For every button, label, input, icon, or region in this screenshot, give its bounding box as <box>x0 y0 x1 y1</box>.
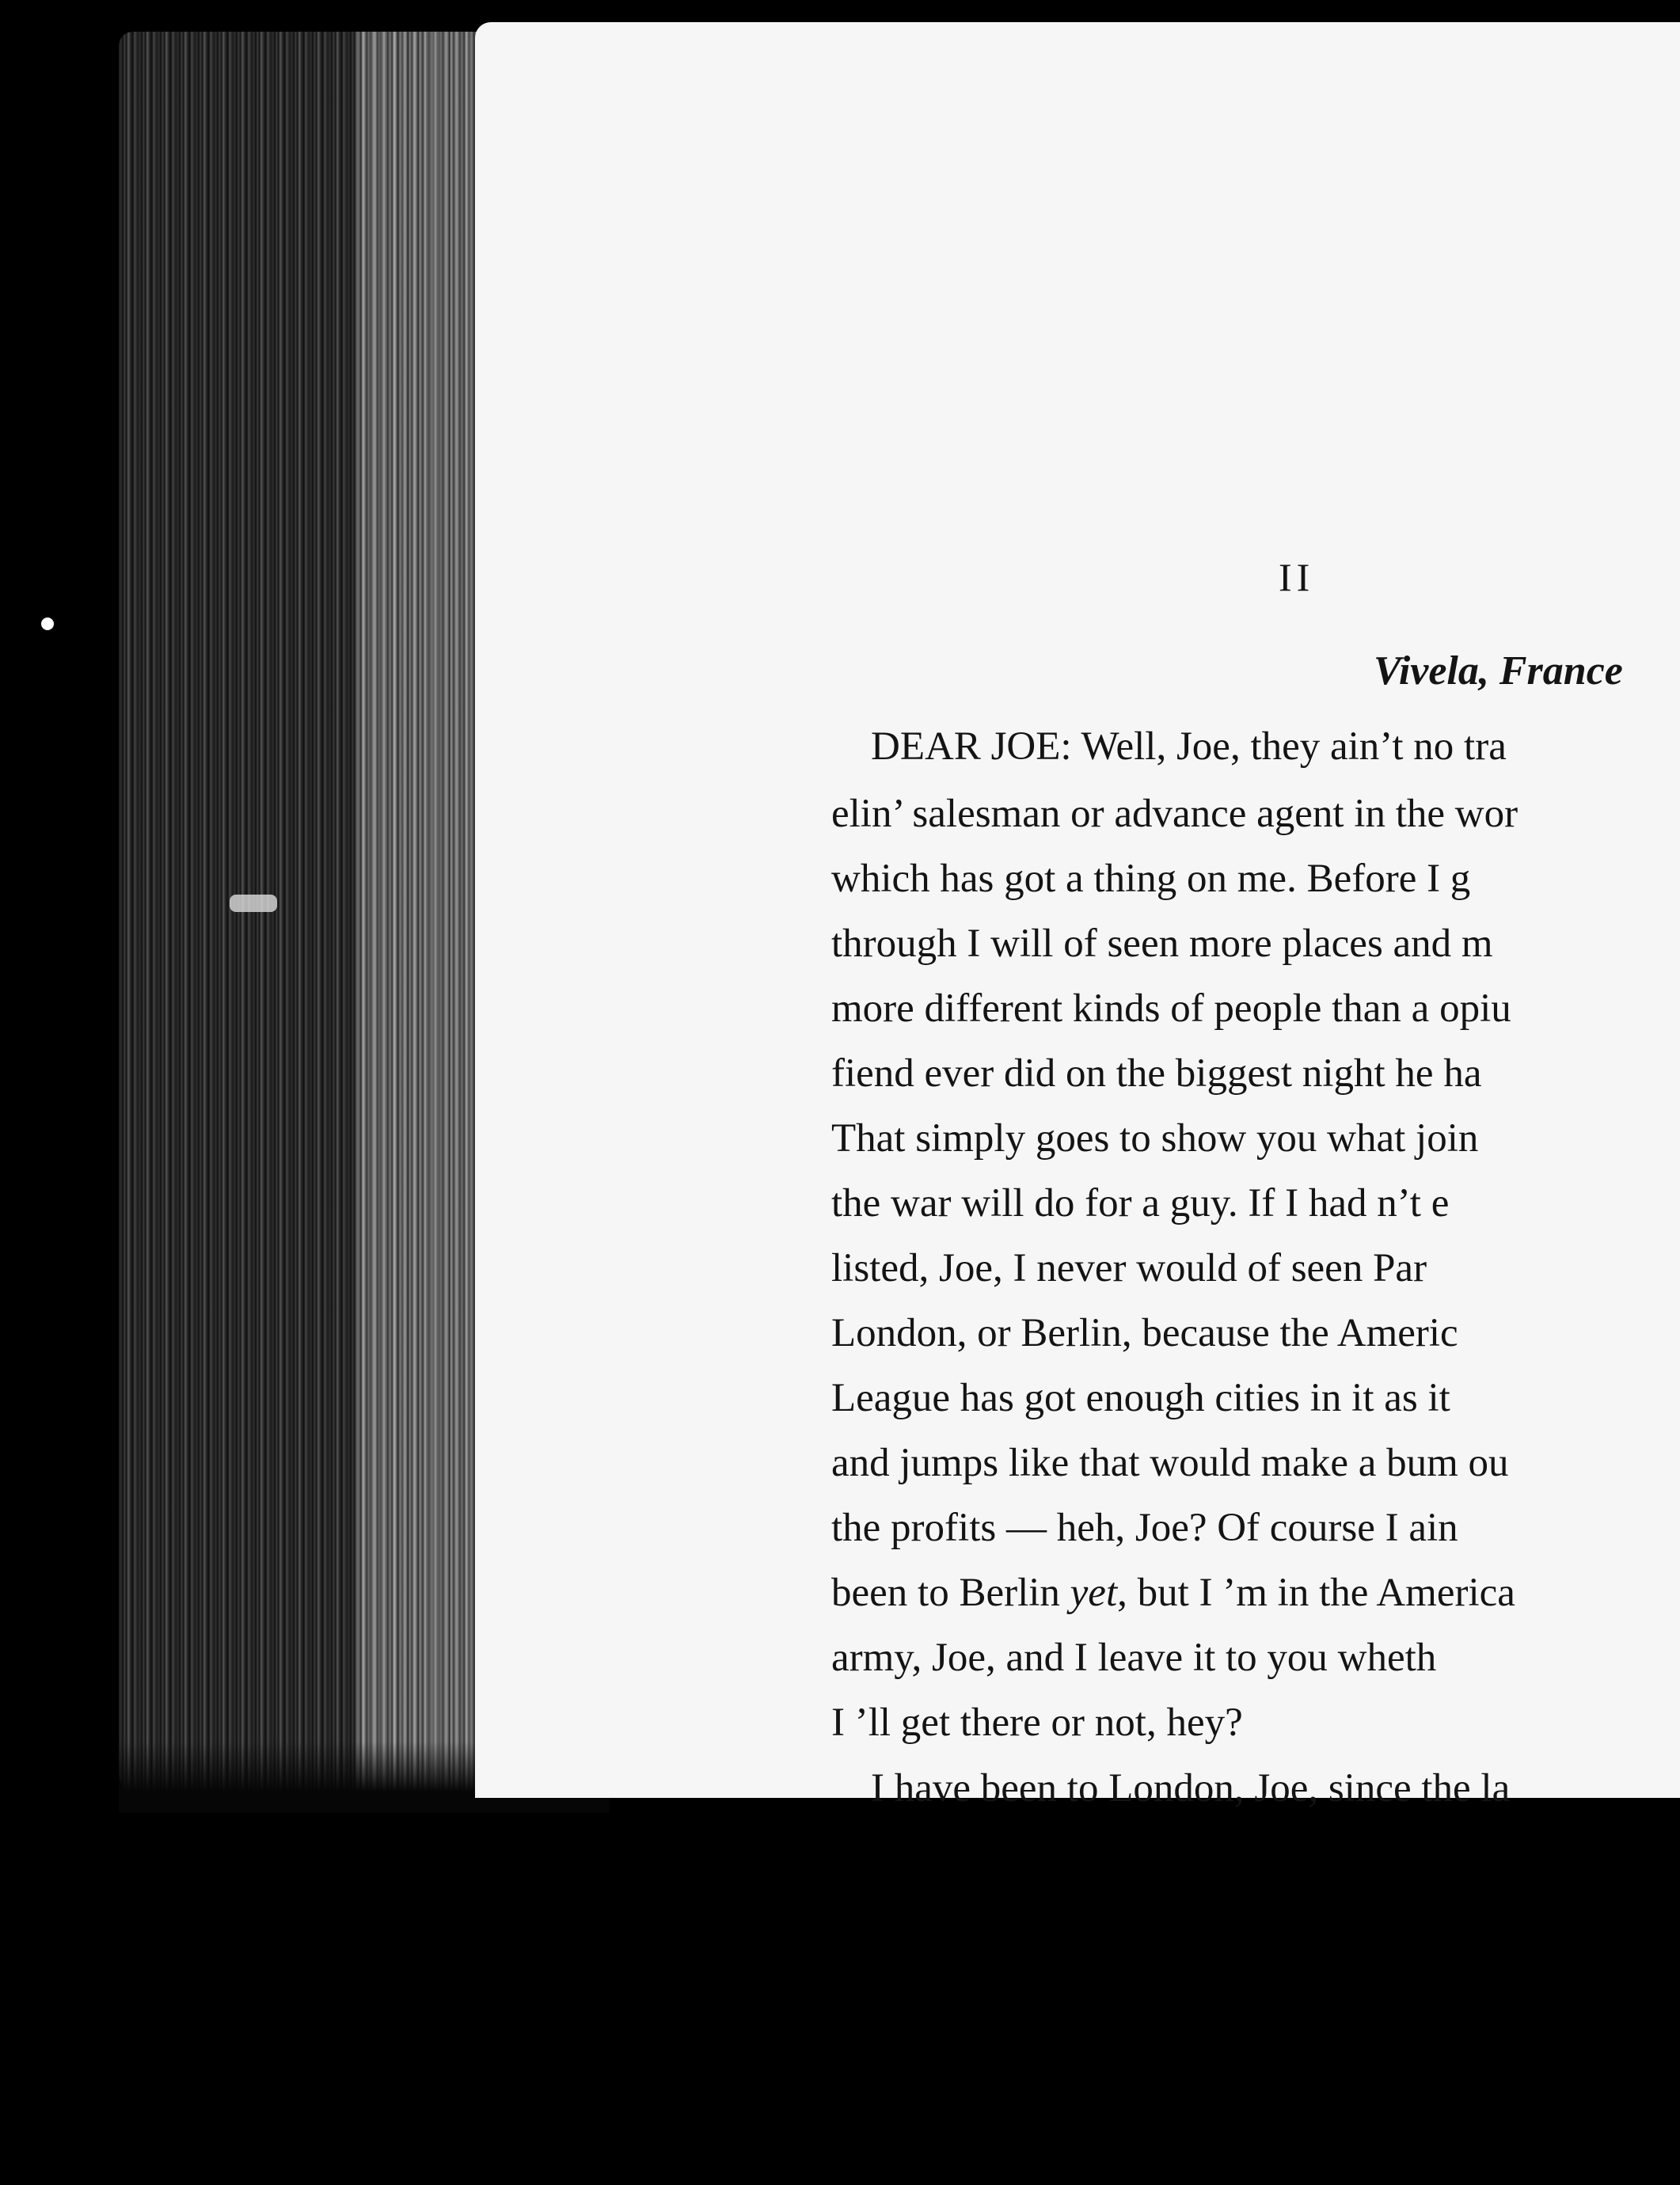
text-line <box>871 724 1507 769</box>
chapter-number: II <box>1279 555 1315 599</box>
text-line: and jumps like that would make a bum ou <box>831 1441 1509 1485</box>
line-text: been to Berlin <box>831 1571 1060 1615</box>
text-line: army, Joe, and I leave it to you wheth <box>831 1636 1437 1680</box>
salutation: DEAR JOE: <box>871 724 1072 769</box>
emphasis-word: yet <box>1070 1571 1118 1615</box>
text-line: London, or Berlin, because the Americ <box>831 1311 1458 1355</box>
dust-speck <box>41 618 54 630</box>
line-text: , but I ’m in the America <box>1117 1571 1515 1615</box>
text-line: more different kinds of people than a opiu <box>831 986 1511 1031</box>
text-line: which has got a thing on me. Before I g <box>831 857 1471 901</box>
text-line: the war will do for a guy. If I had n’t e <box>831 1181 1450 1226</box>
text-line: fiend ever did on the biggest night he ha <box>831 1051 1482 1096</box>
text-line: elin’ salesman or advance agent in the wor <box>831 792 1518 836</box>
text-line <box>831 1573 1515 1613</box>
dateline-place: Vivela, France <box>1374 648 1623 694</box>
text-line: the profits — heh, Joe? Of course I ain <box>831 1506 1458 1550</box>
text-line: League has got enough cities in it as it <box>831 1376 1450 1420</box>
paper-scuff <box>230 895 277 912</box>
text-line: I have been to London, Joe, since the la <box>871 1766 1511 1811</box>
page-text <box>831 0 1680 2185</box>
line-text: Well, Joe, they ain’t no tra <box>1081 724 1507 769</box>
text-line: That simply goes to show you what join <box>831 1116 1479 1161</box>
text-line: I ’ll get there or not, hey? <box>831 1700 1243 1745</box>
text-line: listed, Joe, I never would of seen Par <box>831 1246 1427 1290</box>
text-line: through I will of seen more places and m <box>831 922 1493 966</box>
